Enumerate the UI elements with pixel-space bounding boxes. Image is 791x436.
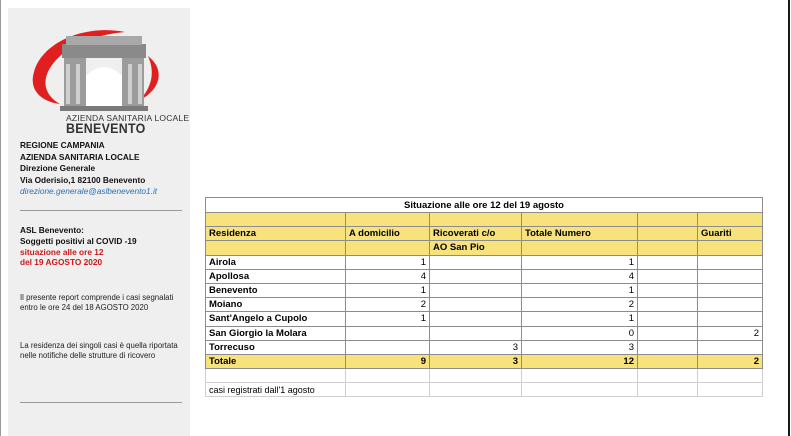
- row-empty-cell: [638, 283, 698, 297]
- row-totale: 1: [522, 312, 638, 326]
- col-header-totale: Totale Numero: [522, 227, 638, 241]
- row-empty-cell: [638, 340, 698, 354]
- row-residenza: Benevento: [206, 283, 346, 297]
- row-empty-cell: [638, 298, 698, 312]
- row-guariti: [698, 269, 763, 283]
- table-total-row: [206, 354, 763, 368]
- org-region: REGIONE CAMPANIA: [20, 140, 105, 150]
- row-empty-cell: [638, 312, 698, 326]
- row-guariti: [698, 283, 763, 297]
- col-subheader-ao-san-pio: AO San Pio: [430, 241, 522, 255]
- window-left-border: [0, 0, 1, 436]
- row-empty-cell: [638, 255, 698, 269]
- row-residenza: Torrecuso: [206, 340, 346, 354]
- table-title: Situazione alle ore 12 del 19 agosto: [206, 198, 763, 213]
- row-guariti: [698, 255, 763, 269]
- table-row: [206, 312, 763, 326]
- window-right-border: [788, 0, 790, 436]
- col-header-empty: [638, 227, 698, 241]
- total-totale: 12: [522, 354, 638, 368]
- organization-info: [20, 140, 190, 198]
- row-guariti: [698, 340, 763, 354]
- org-email-link[interactable]: direzione.generale@aslbenevento1.it: [20, 186, 158, 197]
- table-footnote: casi registrati dall'1 agosto: [206, 383, 346, 397]
- row-ricoverati: 3: [430, 340, 522, 354]
- col-header-domicilio: A domicilio: [346, 227, 430, 241]
- row-domicilio: 1: [346, 312, 430, 326]
- row-ricoverati: [430, 326, 522, 340]
- row-domicilio: 1: [346, 255, 430, 269]
- col-header-residenza: Residenza: [206, 227, 346, 241]
- total-label: Totale: [206, 354, 346, 368]
- row-totale: 1: [522, 255, 638, 269]
- row-residenza: San Giorgio la Molara: [206, 326, 346, 340]
- row-empty-cell: [638, 269, 698, 283]
- org-address: Via Oderisio,1 82100 Benevento: [20, 174, 146, 185]
- row-residenza: Airola: [206, 255, 346, 269]
- logo-title: BENEVENTO: [66, 121, 146, 136]
- row-residenza: Moiano: [206, 298, 346, 312]
- table-empty-row: [206, 369, 763, 383]
- row-totale: 1: [522, 283, 638, 297]
- col-header-guariti: Guariti: [698, 227, 763, 241]
- table-row: [206, 326, 763, 340]
- col-header-ricoverati: Ricoverati c/o: [430, 227, 522, 241]
- report-title: [20, 225, 190, 268]
- table-spacer-row: [206, 213, 763, 227]
- org-name: AZIENDA SANITARIA LOCALE: [20, 151, 140, 162]
- row-guariti: [698, 298, 763, 312]
- row-ricoverati: [430, 269, 522, 283]
- table-title-row: [206, 198, 763, 213]
- report-date: del 19 AGOSTO 2020: [20, 257, 103, 268]
- row-totale: 4: [522, 269, 638, 283]
- report-title-line2: Soggetti positivi al COVID -19: [20, 235, 137, 246]
- row-domicilio: 1: [346, 283, 430, 297]
- sidebar: [8, 8, 190, 436]
- table-row: [206, 340, 763, 354]
- row-residenza: Apollosa: [206, 269, 346, 283]
- row-domicilio: 2: [346, 298, 430, 312]
- row-totale: 2: [522, 298, 638, 312]
- row-ricoverati: [430, 283, 522, 297]
- row-empty-cell: [638, 326, 698, 340]
- total-domicilio: 9: [346, 354, 430, 368]
- cases-table: [205, 197, 763, 397]
- row-domicilio: [346, 340, 430, 354]
- row-ricoverati: [430, 312, 522, 326]
- table-subheader-row: [206, 241, 763, 255]
- row-guariti: [698, 312, 763, 326]
- org-department: Direzione Generale: [20, 163, 96, 174]
- table-row: [206, 255, 763, 269]
- row-totale: 3: [522, 340, 638, 354]
- row-ricoverati: [430, 255, 522, 269]
- row-residenza: Sant'Angelo a Cupolo: [206, 312, 346, 326]
- row-ricoverati: [430, 298, 522, 312]
- report-title-line1: ASL Benevento:: [20, 225, 84, 235]
- cases-table-container: [205, 197, 762, 397]
- total-guariti: 2: [698, 354, 763, 368]
- report-time: situazione alle ore 12: [20, 246, 104, 257]
- row-domicilio: 4: [346, 269, 430, 283]
- divider: [20, 210, 182, 211]
- table-header-row: [206, 227, 763, 241]
- report-note-residence: La residenza dei singoli casi è quella riportata nelle notifiche delle strutture di ricovero: [20, 341, 178, 360]
- report-note-coverage: Il presente report comprende i casi segnalati entro le ore 24 del 18 AGOSTO 2020: [20, 293, 174, 312]
- row-domicilio: [346, 326, 430, 340]
- divider: [20, 402, 182, 403]
- table-row: [206, 298, 763, 312]
- table-row: [206, 269, 763, 283]
- table-body: [206, 255, 763, 354]
- table-footnote-row: [206, 383, 763, 397]
- total-ricoverati: 3: [430, 354, 522, 368]
- logo-subtitle: AZIENDA SANITARIA LOCALE: [66, 113, 190, 123]
- row-totale: 0: [522, 326, 638, 340]
- row-guariti: 2: [698, 326, 763, 340]
- table-row: [206, 283, 763, 297]
